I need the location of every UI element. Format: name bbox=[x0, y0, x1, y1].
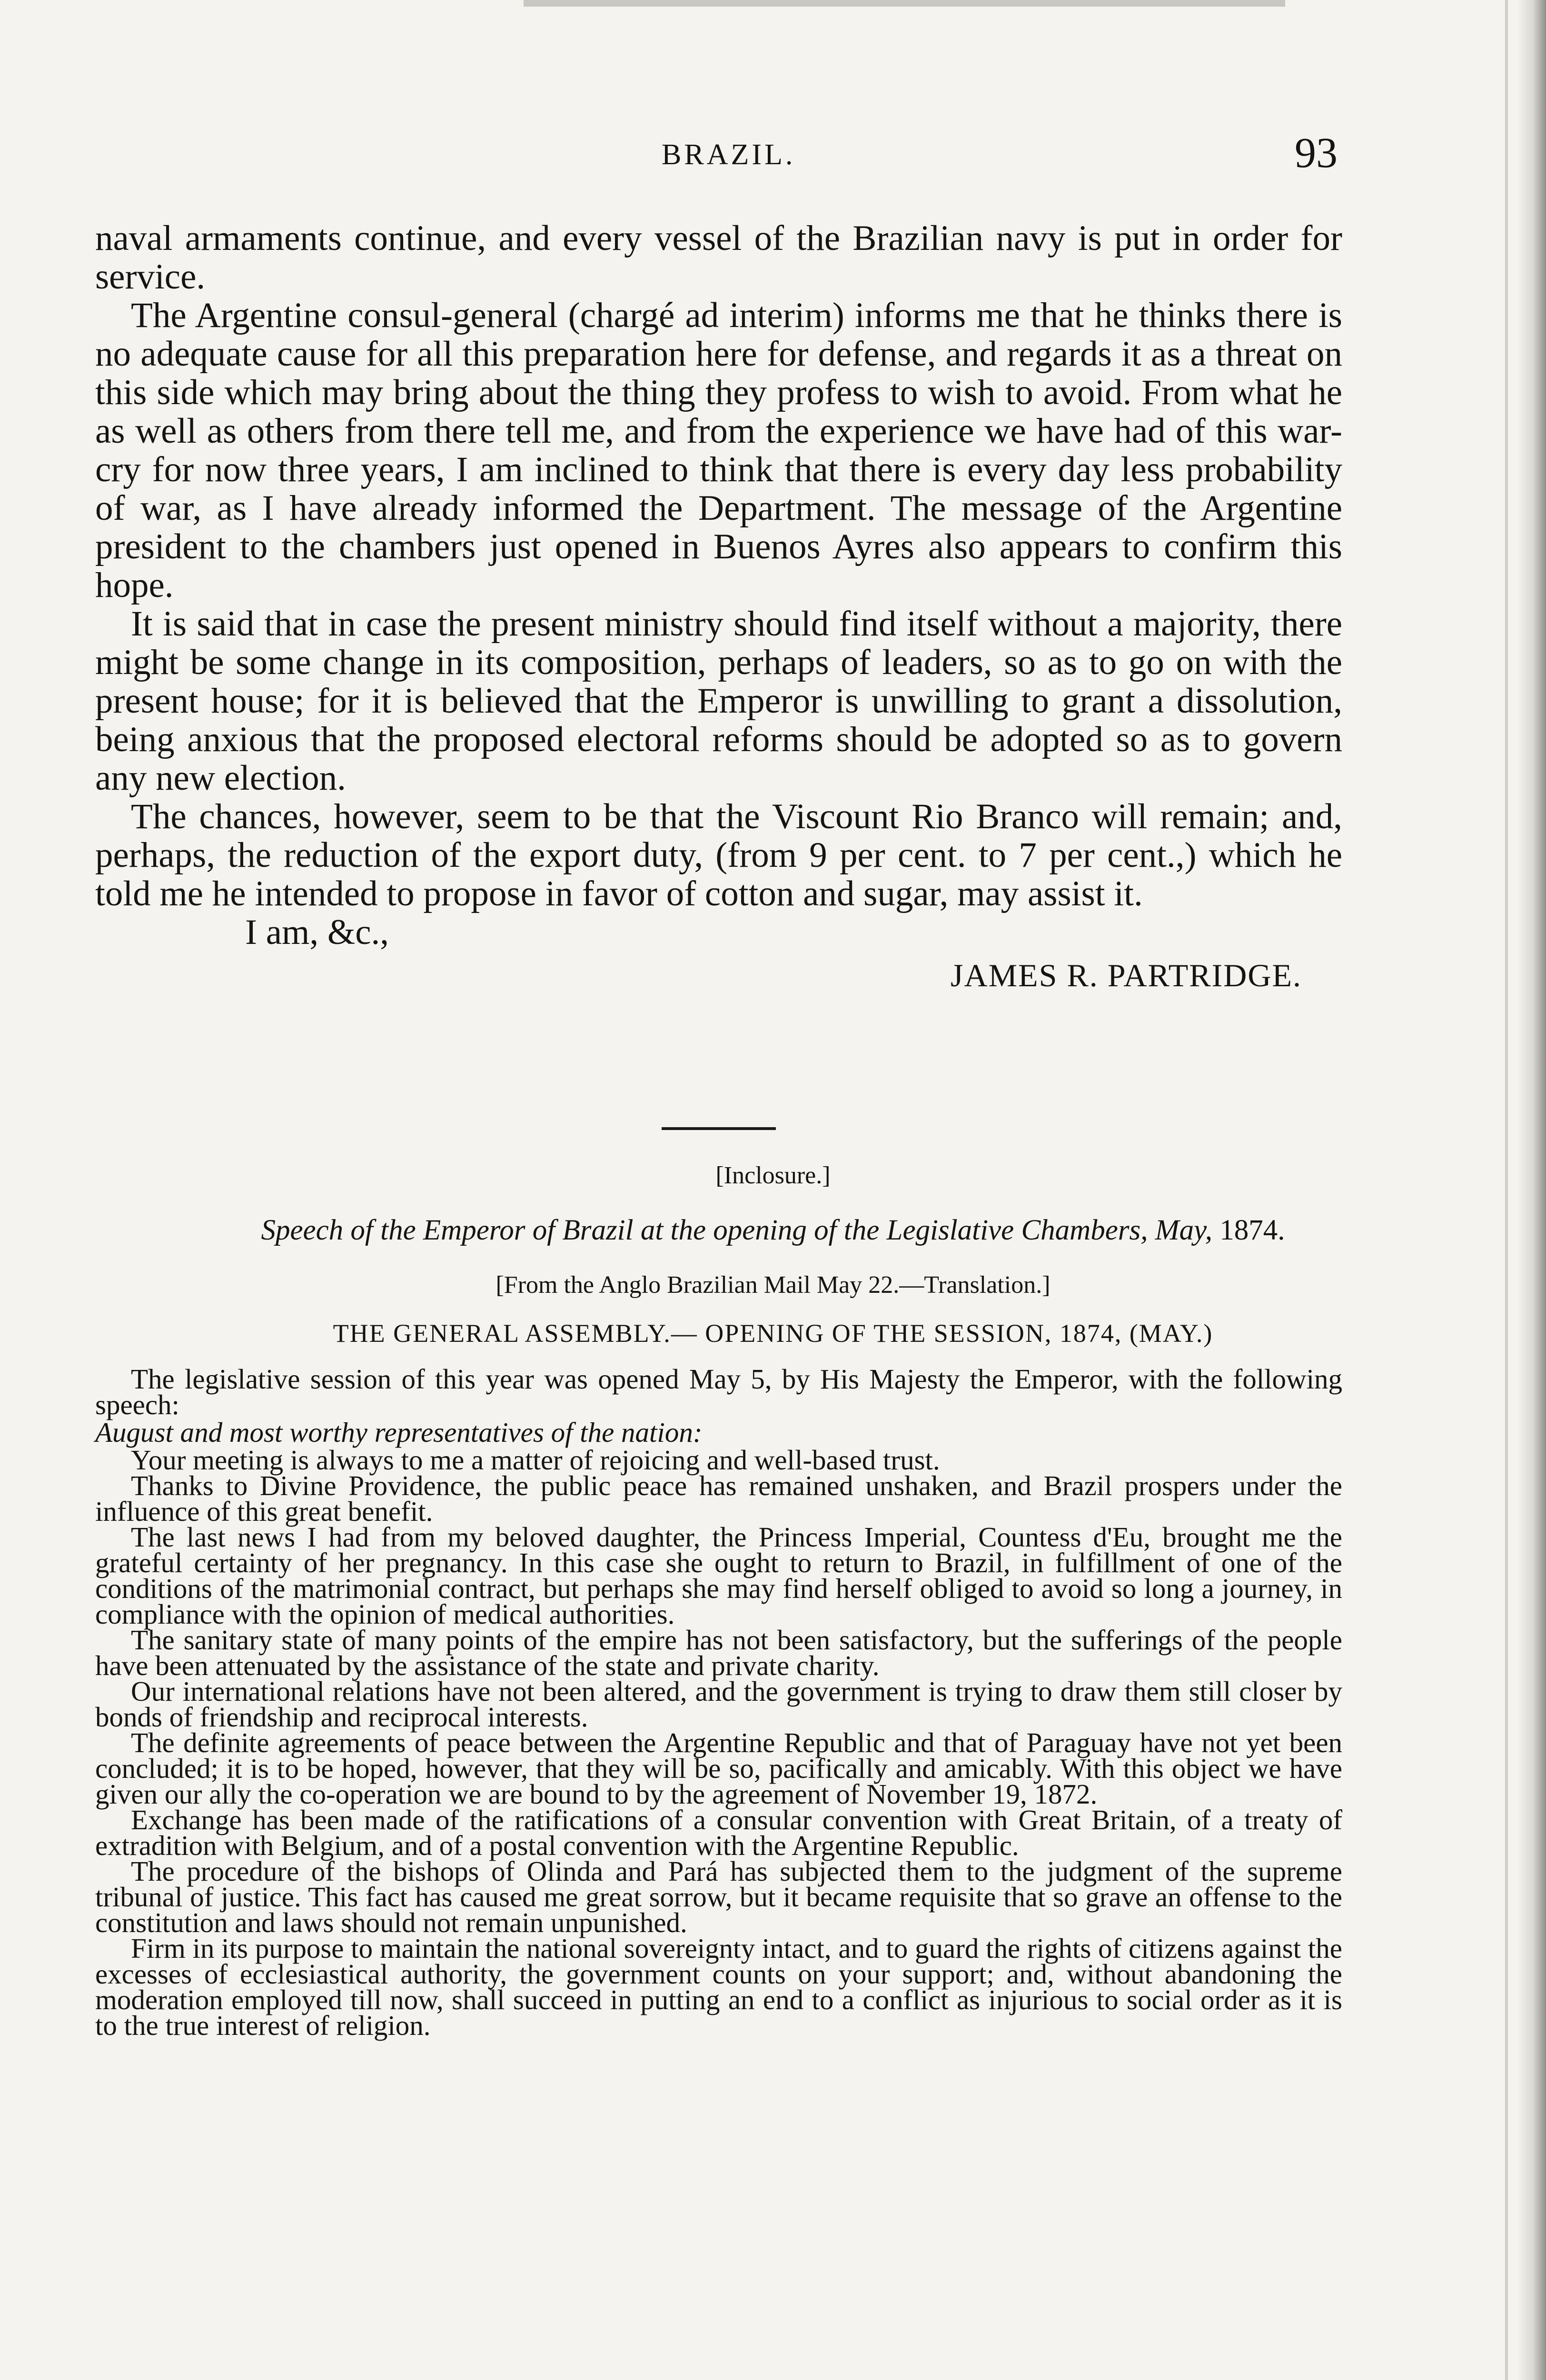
letter-paragraph: It is said that in case the present ministry should find itself without a majority, there might be some change in its composition, perhaps of leaders, so as to go on with the present house; for it is believed that the Emperor is unwilling to grant a dissolution, being anxious that the proposed electoral reforms should be adopted so as to govern any new election. bbox=[95, 604, 1342, 798]
page-number: 93 bbox=[1295, 129, 1338, 177]
section-divider bbox=[662, 1127, 776, 1130]
assembly-heading: THE GENERAL ASSEMBLY.— OPENING OF THE SESSION, 1874, (MAY.) bbox=[333, 1319, 1213, 1348]
letter-paragraph: naval armaments continue, and every vessel of the Brazilian navy is put in order for service. bbox=[95, 218, 1342, 297]
speech-paragraph: Your meeting is always to me a matter of rejoicing and well-based trust. bbox=[131, 1444, 940, 1476]
scan-right-edge bbox=[1517, 0, 1546, 2380]
speech-address: August and most worthy representatives of the nation: bbox=[95, 1417, 703, 1448]
speech-title-text: Speech of the Emperor of Brazil at the opening of the Legislative Chambers, May, bbox=[261, 1214, 1213, 1246]
speech-intro: The legislative session of this year was opened May 5, by His Majesty the Emperor, with the following speech: bbox=[95, 1363, 1342, 1420]
speech-paragraph: Firm in its purpose to maintain the national sovereignty intact, and to guard the rights of citizens against the excesses of ecclesiastical authority, the government counts on your support; and, without abandoning the moderation employed till now, shall succeed in putting an end to a conflict as injurious to social order as it is to the true interest of religion. bbox=[95, 1933, 1342, 2041]
source-line: [From the Anglo Brazilian Mail May 22.—Translation.] bbox=[496, 1271, 1050, 1299]
speech-paragraph: The last news I had from my beloved daughter, the Princess Imperial, Countess d'Eu, brought me the grateful certainty of her pregnancy. In this case she ought to return to Brazil, in fulfillment of one of the conditions of the matrimonial contract, but perhaps she may find herself obliged to avoid so long a journey, in compliance with the opinion of medical authorities. bbox=[95, 1521, 1342, 1630]
scan-fold-line bbox=[1505, 0, 1508, 2380]
inclosure-label: [Inclosure.] bbox=[715, 1162, 831, 1189]
speech-paragraph: The sanitary state of many points of the empire has not been satisfactory, but the sufferings of the people have been attenuated by the assistance of the state and private charity. bbox=[95, 1624, 1342, 1681]
letter-signature: JAMES R. PARTRIDGE. bbox=[951, 957, 1302, 993]
speech-paragraph: Thanks to Divine Providence, the public peace has remained unshaken, and Brazil prospers under the influence of this great benefit. bbox=[95, 1470, 1342, 1527]
speech-body bbox=[95, 1363, 1342, 2041]
speech-title bbox=[0, 1214, 1546, 1247]
speech-paragraph: Exchange has been made of the ratifications of a consular convention with Great Britain, of a treaty of extradition with Belgium, and of a postal convention with the Argentine Republic. bbox=[95, 1804, 1342, 1861]
speech-title-year: 1874. bbox=[1219, 1214, 1285, 1246]
letter-paragraph: The Argentine consul-general (chargé ad interim) informs me that he thinks there is no adequate cause for all this preparation here for defense, and regards it as a threat on this side which may bring about the thing they profess to wish to avoid. From what he as well as others from there tell me, and from the experience we have had of this war-cry for now three years, I am inclined to think that there is every day less probability of war, as I have already informed the Department. The message of the Argentine president to the chambers just opened in Buenos Ayres also appears to confirm this hope. bbox=[95, 296, 1342, 605]
speech-paragraph: Our international relations have not been altered, and the government is trying to draw them still closer by bonds of friendship and reciprocal interests. bbox=[95, 1676, 1342, 1733]
scan-top-edge bbox=[524, 0, 1285, 7]
running-head: BRAZIL. bbox=[662, 139, 796, 171]
letter-salutation: I am, &c., bbox=[245, 912, 389, 952]
letter-paragraph: The chances, however, seem to be that the Viscount Rio Branco will remain; and, perhaps, the reduction of the export duty, (from 9 per cent. to 7 per cent.,) which he told me he intended to propose in favor of cotton and sugar, may assist it. bbox=[95, 797, 1342, 913]
speech-paragraph: The procedure of the bishops of Olinda and Pará has subjected them to the judgment of the supreme tribunal of justice. This fact has caused me great sorrow, but it became requisite that so grave an offense to the constitution and laws should not remain unpunished. bbox=[95, 1855, 1342, 1938]
speech-paragraph: The definite agreements of peace between the Argentine Republic and that of Paraguay have not yet been concluded; it is to be hoped, however, that they will be so, pacifically and amicably. With this object we have given our ally the co-operation we are bound to by the agreement of November 19, 1872. bbox=[95, 1727, 1342, 1810]
letter-body bbox=[95, 219, 1342, 995]
